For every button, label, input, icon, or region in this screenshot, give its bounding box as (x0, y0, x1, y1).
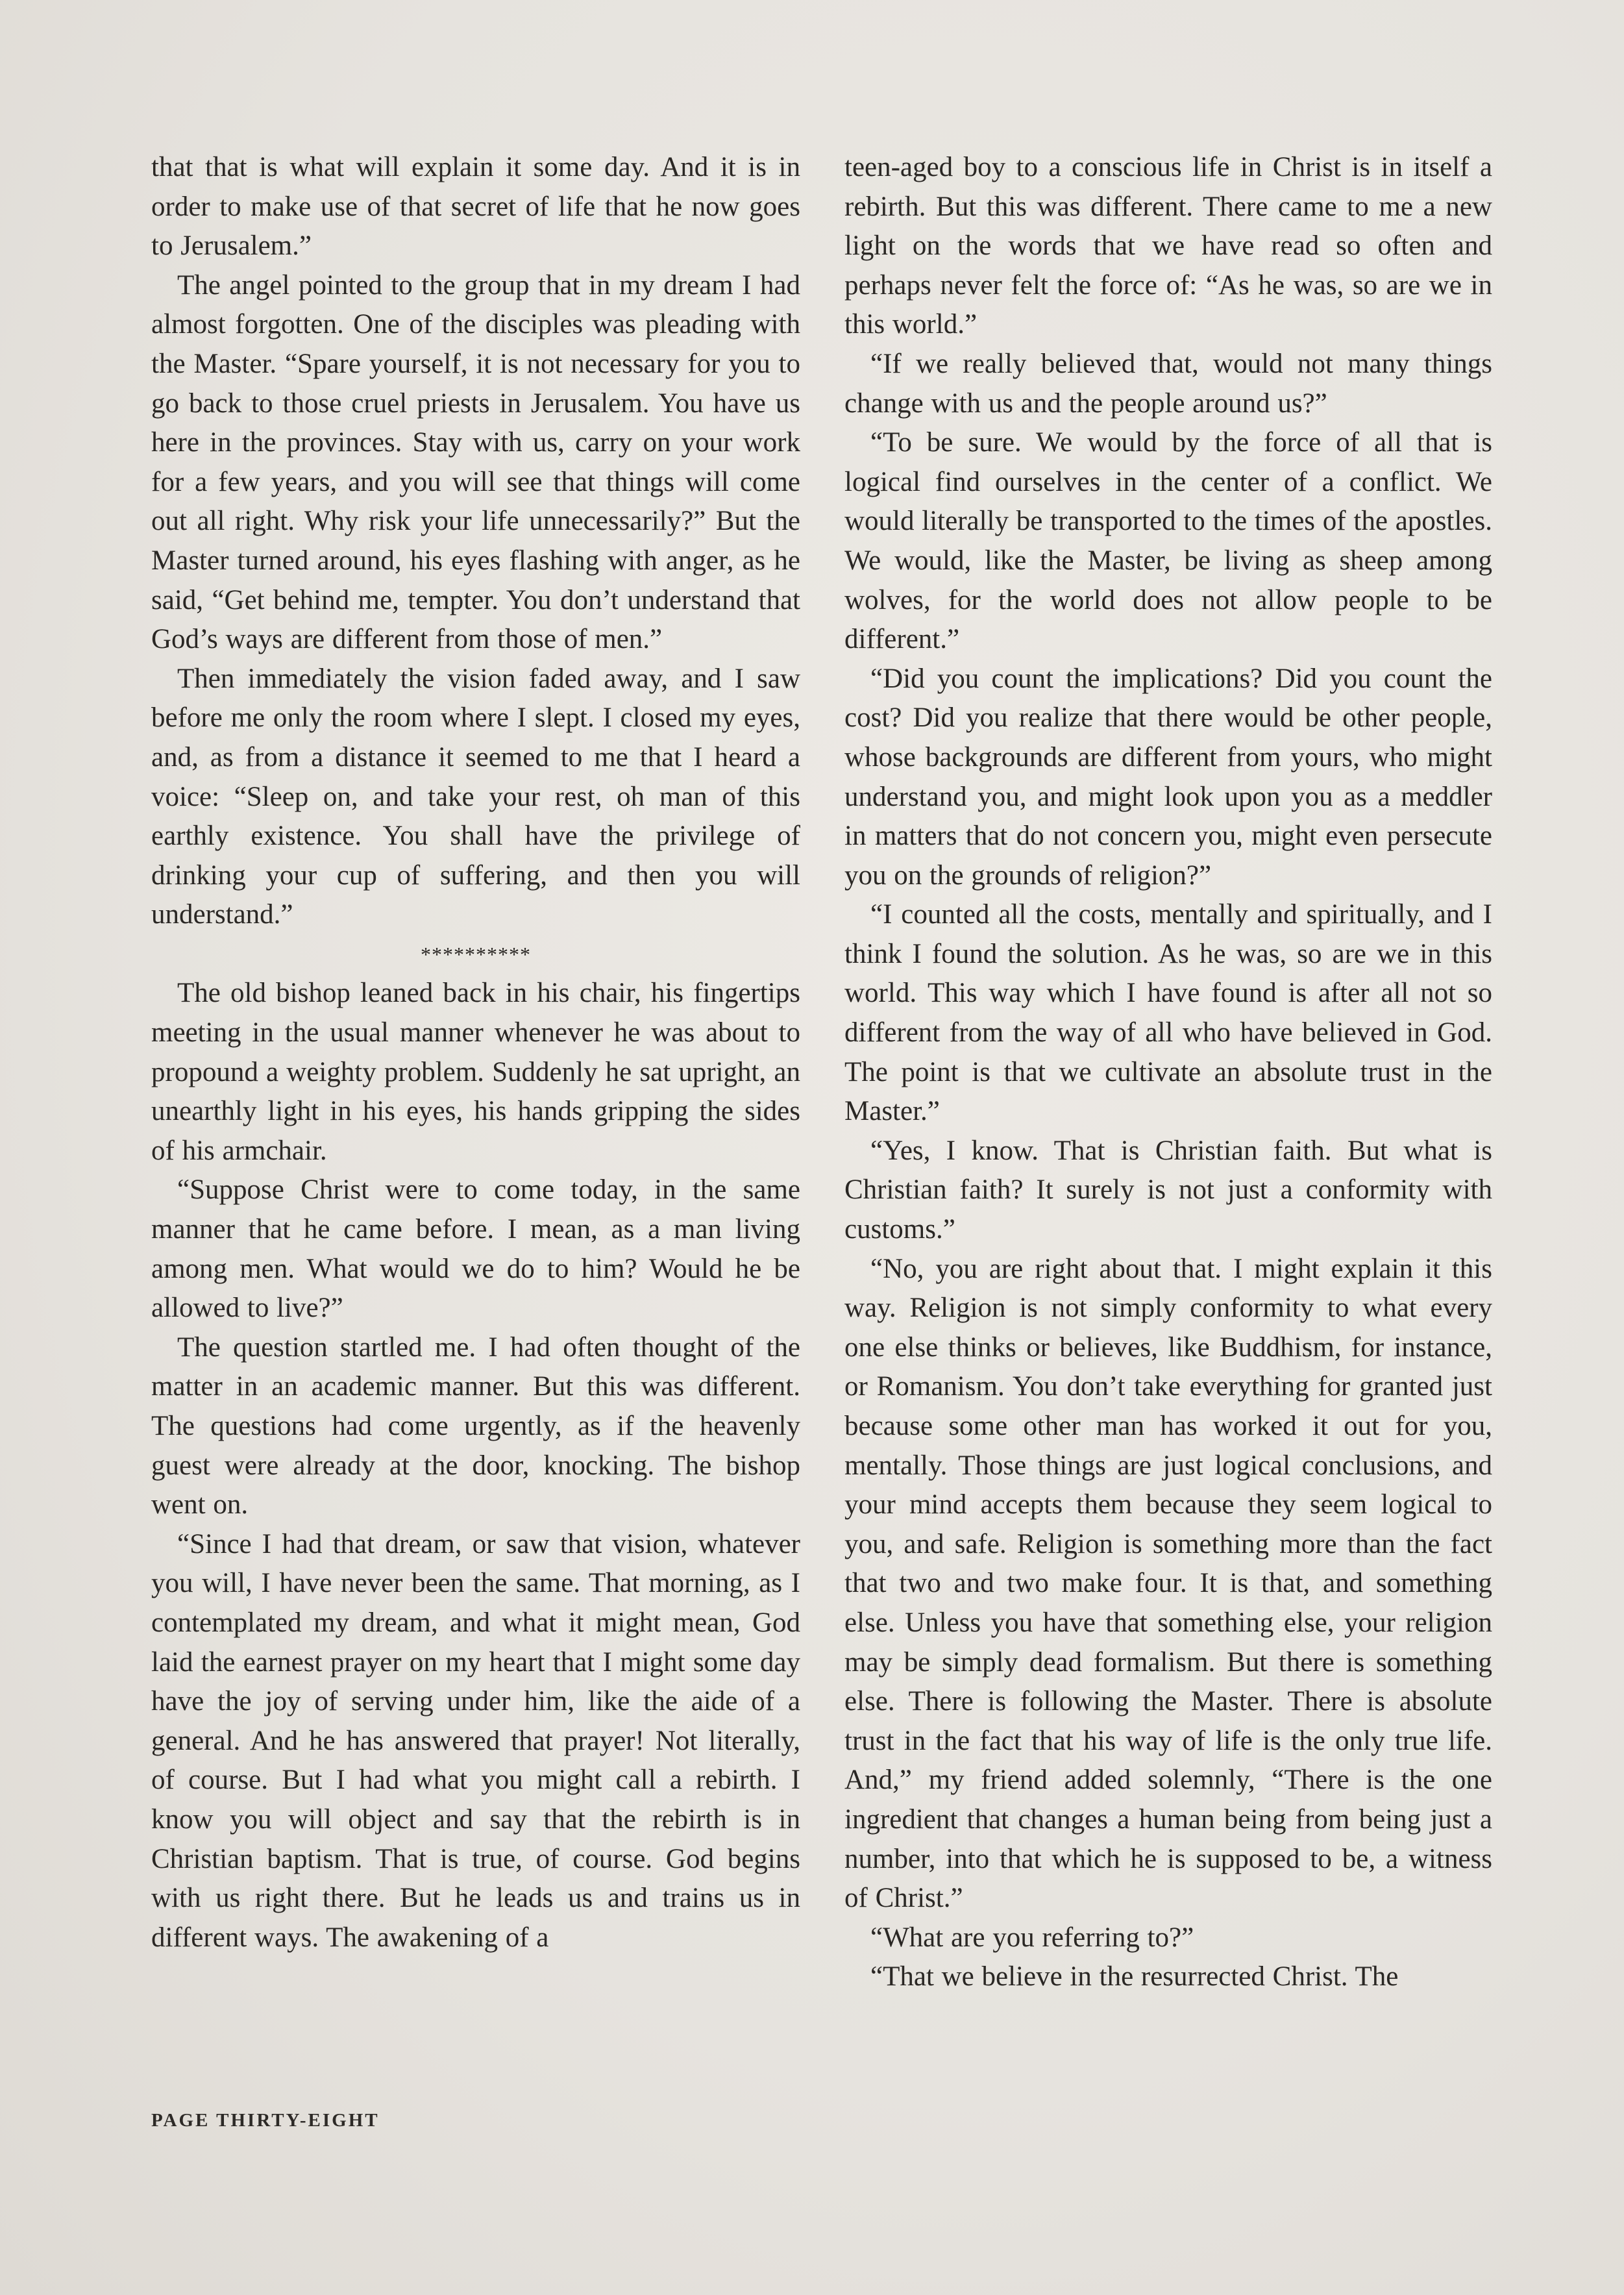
paragraph: “Suppose Christ were to come today, in the same manner that he came before. I mean, as a man living among men. What would we do to him? Would he be allowed to live?” (151, 1174, 800, 1324)
paragraph: The angel pointed to the group that in my dream I had almost forgotten. One of the disciples was pleading with the Master. “Spare yourself, it is not necessary for you to go back to those cruel priests in Jerusalem. You have us here in the provinces. Stay with us, carry on your work for a few years, and you will see that things will come out all right. Why risk your life unnecessarily?” But the Master turned around, his eyes flashing with anger, as he said, “Get behind me, tempter. You don’t understand that God’s ways are different from those of men.” (151, 269, 800, 655)
paragraph: teen-aged boy to a conscious life in Christ is in itself a rebirth. But this was different. There came to me a new light on the words that we have read so often and perhaps never felt the force of: “As he was, so are we in this world.” (844, 152, 1492, 340)
paragraph: “Yes, I know. That is Christian faith. But what is Christian faith? It surely is not just a conformity with customs.” (844, 1135, 1492, 1245)
right-text-column (844, 148, 1492, 1997)
paragraph: “To be sure. We would by the force of all that is logical find ourselves in the center of a conflict. We would literally be transported to the times of the apostles. We would, like the Master, be living as sheep among wolves, for the world does not allow people to be different.” (844, 427, 1492, 655)
paragraph: “What are you referring to?” (870, 1922, 1194, 1953)
paragraph: “Since I had that dream, or saw that vision, whatever you will, I have never been the same. That morning, as I contemplated my dream, and what it might mean, God laid the earnest prayer on my heart that I might some day have the joy of serving under him, like the aide of a general. And he has answered that prayer! Not literally, of course. But I had what you might call a rebirth. I know you will object and say that the rebirth is in Christian baptism. That is true, of course. God begins with us right there. But he leads us and trains us in different ways. The awakening of a (151, 1528, 800, 1953)
paragraph: “No, you are right about that. I might explain it this way. Religion is not simply conformity to what every one else thinks or believes, like Buddhism, for instance, or Romanism. You don’t take everything for granted just because some other man has worked it out for you, mentally. Those things are just logical conclusions, and your mind accepts them because they seem logical to you, and safe. Religion is something more than the fact that two and two make four. It is that, and something else. Unless you have that something else, your religion may be simply dead formalism. But there is something else. There is following the Master. There is absolute trust in the fact that his way of life is the only true life. And,” my friend added solemnly, “There is the one ingredient that changes a human being from being just a number, into that which he is supposed to be, a witness of Christ.” (844, 1253, 1492, 1914)
paragraph: that that is what will explain it some day. And it is in order to make use of that secret of life that he now goes to Jerusalem.” (151, 152, 800, 262)
paragraph: Then immediately the vision faded away, and I saw before me only the room where I slept. I closed my eyes, and, as from a distance it seemed to me that I heard a voice: “Sleep on, and take your rest, oh man of this earthly existence. You shall have the privilege of drinking your cup of suffering, and then you will understand.” (151, 663, 800, 930)
paragraph: “If we really believed that, would not many things change with us and the people around us?” (844, 348, 1492, 419)
section-break-ornament: ********** (421, 942, 531, 966)
page-number-footer: PAGE THIRTY-EIGHT (151, 2110, 380, 2131)
paragraph: “Did you count the implications? Did you count the cost? Did you realize that there would be other people, whose backgrounds are different from yours, who might understand you, and might look upon you as a meddler in matters that do not concern you, might even persecute you on the grounds of religion?” (844, 663, 1492, 891)
paragraph: “I counted all the costs, mentally and spiritually, and I think I found the solution. As he was, so are we in this world. This way which I have found is after all not so different from the way of all who have believed in God. The point is that we cultivate an absolute trust in the Master.” (844, 899, 1492, 1127)
paragraph: “That we believe in the resurrected Christ. The (870, 1961, 1399, 1992)
paragraph: The old bishop leaned back in his chair, his fingertips meeting in the usual manner whenever he was about to propound a weighty problem. Suddenly he sat upright, an unearthly light in his eyes, his hands gripping the sides of his armchair. (151, 978, 800, 1166)
left-text-column (151, 148, 800, 1957)
paragraph: The question startled me. I had often thought of the matter in an academic manner. But this was different. The questions had come urgently, as if the heavenly guest were already at the door, knocking. The bishop went on. (151, 1332, 800, 1520)
